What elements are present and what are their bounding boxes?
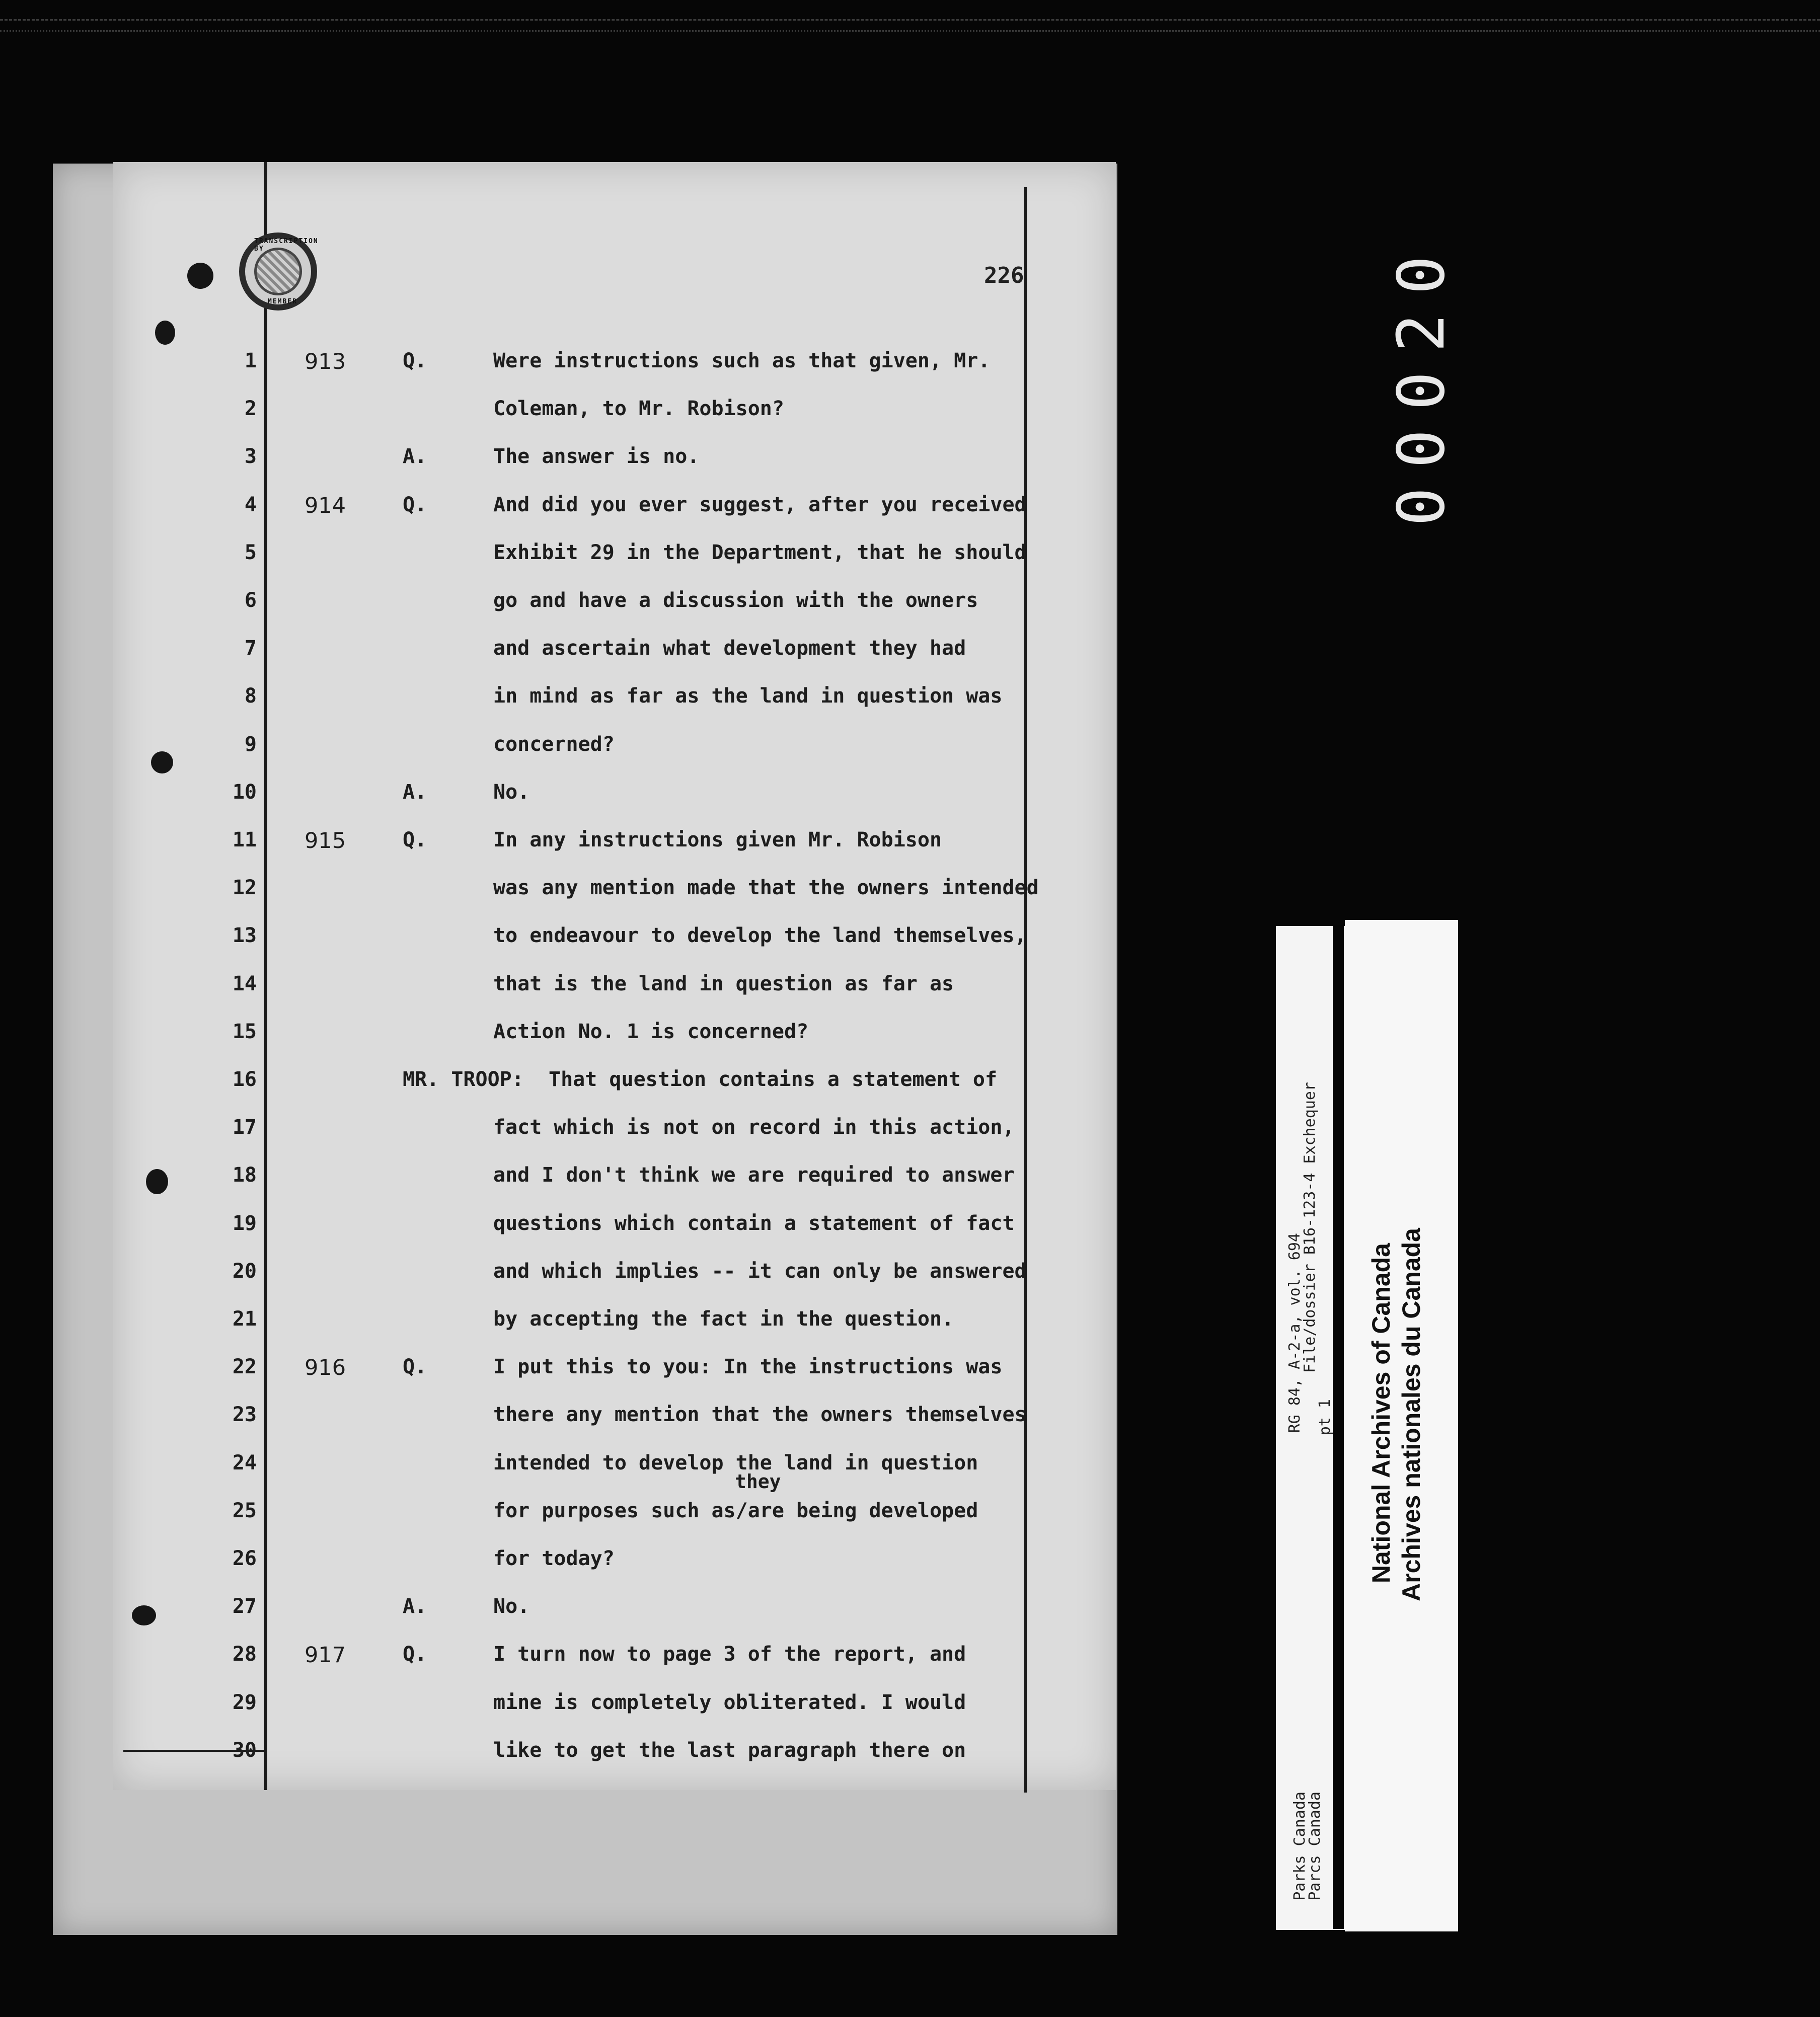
- question-number: 914: [305, 493, 346, 518]
- transcript-line-text: In any instructions given Mr. Robison: [493, 828, 942, 851]
- transcript-line-text: by accepting the fact in the question.: [493, 1307, 954, 1331]
- margin-rule-right: [1024, 187, 1027, 1793]
- transcript-line-text: concerned?: [493, 733, 615, 756]
- film-frame-number: 00020: [1384, 237, 1459, 526]
- national-archives-en: National Archives of Canada: [1367, 1243, 1395, 1584]
- question-number: 915: [305, 828, 346, 854]
- line-number: 3: [244, 445, 257, 468]
- transcript-line-text: Action No. 1 is concerned?: [493, 1020, 809, 1043]
- transcript-line-text: The answer is no.: [493, 445, 700, 468]
- archive-reference-line2: File/dossier B16-123-4 Exchequer: [1301, 1082, 1319, 1373]
- transcript-line-text: Coleman, to Mr. Robison?: [493, 397, 784, 420]
- speaker-label: Q.: [403, 828, 427, 851]
- archive-reference-line3: pt 1: [1316, 1399, 1334, 1436]
- margin-rule-left: [264, 162, 267, 1790]
- line-number: 6: [244, 589, 257, 612]
- parks-canada-en: Parks Canada: [1291, 1792, 1309, 1901]
- transcript-line-text: No.: [493, 781, 530, 804]
- binder-hole: [132, 1605, 156, 1625]
- speaker-label: Q.: [403, 349, 427, 372]
- line-number: 22: [232, 1355, 257, 1378]
- line-number: 19: [232, 1212, 257, 1235]
- binder-hole: [187, 263, 213, 289]
- label-divider: [1333, 925, 1344, 1929]
- archive-reference-line1: RG 84, A-2-a, vol. 694: [1286, 1233, 1304, 1433]
- seal-top-text: TRANSCRIPTION BY: [254, 238, 319, 253]
- transcript-line-text: go and have a discussion with the owners: [493, 589, 978, 612]
- line-number: 17: [232, 1116, 257, 1139]
- binder-hole: [146, 1169, 168, 1194]
- line-number: 8: [244, 684, 257, 708]
- film-edge-dashes-top: [0, 19, 1820, 21]
- transcript-line-text: mine is completely obliterated. I would: [493, 1691, 966, 1714]
- question-number: 913: [305, 349, 346, 374]
- line-number: 21: [232, 1307, 257, 1331]
- transcript-line-text: And did you ever suggest, after you received: [493, 493, 1027, 516]
- transcript-page: [113, 162, 1116, 1790]
- line-number: 13: [232, 924, 257, 947]
- binder-hole: [155, 321, 175, 345]
- line-number: 9: [244, 733, 257, 756]
- transcript-line-text: fact which is not on record in this action,: [493, 1116, 1015, 1139]
- line-number: 25: [232, 1499, 257, 1522]
- transcript-line-text: No.: [493, 1595, 530, 1618]
- line-number: 30: [232, 1739, 257, 1762]
- line-number: 15: [232, 1020, 257, 1043]
- line-number: 1: [244, 349, 257, 372]
- line-number: 16: [232, 1068, 257, 1091]
- seal-bottom-text: MEMBER: [268, 298, 297, 305]
- line-number: 28: [232, 1643, 257, 1666]
- transcript-line-text: and I don't think we are required to answer: [493, 1163, 1015, 1187]
- transcript-line-text: I put this to you: In the instructions was: [493, 1355, 1003, 1378]
- speaker-label: A.: [403, 1595, 427, 1618]
- line-number: 7: [244, 637, 257, 660]
- line-number: 4: [244, 493, 257, 516]
- line-number: 5: [244, 541, 257, 564]
- line-number: 2: [244, 397, 257, 420]
- line-number: 20: [232, 1260, 257, 1283]
- transcript-line-text: I turn now to page 3 of the report, and: [493, 1643, 966, 1666]
- transcript-line-text: for purposes such as/are being developed: [493, 1499, 978, 1522]
- line-number: 23: [232, 1403, 257, 1426]
- film-edge-dashes-second: [0, 30, 1820, 32]
- line-number: 14: [232, 972, 257, 995]
- transcript-line-text: that is the land in question as far as: [493, 972, 954, 995]
- speaker-label: Q.: [403, 1355, 427, 1378]
- binder-hole: [151, 751, 173, 773]
- transcript-line-text: intended to develop the land in question: [493, 1451, 978, 1475]
- transcript-line-text: and ascertain what development they had: [493, 637, 966, 660]
- line-number: 26: [232, 1547, 257, 1570]
- transcript-line-text: in mind as far as the land in question was: [493, 684, 1003, 708]
- line-number: 11: [232, 828, 257, 851]
- transcript-line-text: Exhibit 29 in the Department, that he should: [493, 541, 1027, 564]
- line-number: 10: [232, 781, 257, 804]
- speaker-label: MR. TROOP:: [403, 1068, 524, 1091]
- page-number: 226: [984, 263, 1024, 288]
- question-number: 917: [305, 1643, 346, 1668]
- line-number: 27: [232, 1595, 257, 1618]
- line-number: 24: [232, 1451, 257, 1475]
- transcript-line-text: and which implies -- it can only be answered: [493, 1260, 1027, 1283]
- line-number: 18: [232, 1163, 257, 1187]
- interlinear-insertion: they: [735, 1470, 781, 1493]
- speaker-label: Q.: [403, 493, 427, 516]
- transcript-line-text: questions which contain a statement of fact: [493, 1212, 1015, 1235]
- national-archives-fr: Archives nationales du Canada: [1397, 1228, 1425, 1601]
- line-number: 29: [232, 1691, 257, 1714]
- speaker-label: A.: [403, 781, 427, 804]
- transcript-line-text: like to get the last paragraph there on: [493, 1739, 966, 1762]
- transcript-line-text: to endeavour to develop the land themselves,: [493, 924, 1027, 947]
- seal-emblem: [254, 248, 302, 295]
- transcript-line-text: was any mention made that the owners intended: [493, 876, 1039, 899]
- transcript-line-text: for today?: [493, 1547, 615, 1570]
- speaker-label: A.: [403, 445, 427, 468]
- speaker-label: Q.: [403, 1643, 427, 1666]
- question-number: 916: [305, 1355, 346, 1380]
- transcript-line-text: Were instructions such as that given, Mr.: [493, 349, 991, 372]
- transcription-seal-stamp: [239, 232, 317, 311]
- parks-canada-fr: Parcs Canada: [1306, 1792, 1324, 1901]
- transcript-line-text: That question contains a statement of: [549, 1068, 998, 1091]
- line-number: 12: [232, 876, 257, 899]
- transcript-line-text: there any mention that the owners themselves: [493, 1403, 1027, 1426]
